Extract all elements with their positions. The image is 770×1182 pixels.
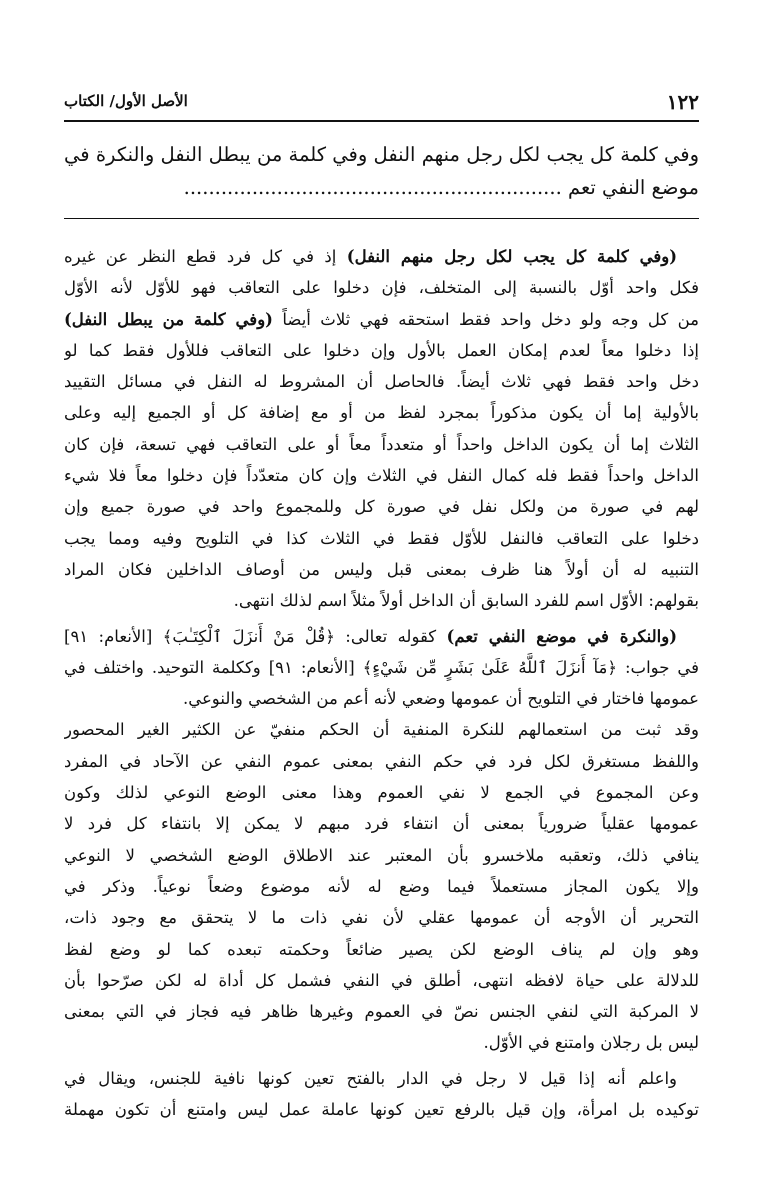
page-number: ١٢٢ <box>666 90 699 114</box>
running-title: الأصل الأول/ الكتاب <box>64 92 188 110</box>
commentary-line: واللفظ مستغرق لكل فرد في حكم النفي بمعنى عموم النفي عن الآحاد في المفرد <box>64 751 699 771</box>
commentary-line <box>64 621 699 652</box>
book-page <box>64 86 699 1125</box>
commentary-line: توكيده بل امرأة، وإن قيل بالرفع تعين كونها عاملة عمل ليس وامتنع أن تكون مهملة <box>64 1100 699 1120</box>
commentary-line: ليس بل رجلان وامتنع في الأوّل. <box>483 1033 699 1053</box>
main-text-line <box>64 171 699 204</box>
commentary-line: الثلاث إما أن يكون الداخل واحداً أو متعدداً معاً أو على التعاقب فهي تسعة، فإن كان <box>64 434 699 454</box>
commentary <box>64 241 699 1125</box>
commentary-text: من كل وجه ولو دخل واحد فقط استحقه فهي ثلاث أيضاً <box>272 309 699 329</box>
commentary-line: بالأولية إما أن يكون مذكوراً بمجرد لفظ من أو مع إضافة كل أو الجميع إليه وعلى <box>64 403 699 423</box>
commentary-line: لهم في صورة من ولكل نفل في صورة كل وللمجموع واحد في صورة جميع وإن <box>64 497 699 517</box>
commentary-line: التحرير أن الأوجه أن عمومها عقلي لأن نفي ذات ما لا يتحقق مع وجود ذات، <box>64 908 699 928</box>
commentary-line: في جواب: ﴿مَآ أَنزَلَ ٱللَّهُ عَلَىٰ بَشَرٍ مِّن شَيْءٍ﴾ [الأنعام: ٩١] وككلمة التوحيد. واختلف في <box>64 657 699 677</box>
commentary-line: وقد ثبت من استعمالهم للنكرة المنفية أن الحكم منفيّ عن الكثير الغير المحصور <box>64 720 699 740</box>
main-text <box>64 138 699 204</box>
quran-citation: كقوله تعالى: ﴿قُلْ مَنْ أَنزَلَ ٱلْكِتَـٰبَ﴾ [الأنعام: ٩١] <box>64 626 447 646</box>
commentary-line: الداخل واحداً فقط فله كمال النفل في الثلاث وإن كان متعدّداً فإن دخلوا معاً فلا شيء <box>64 466 699 486</box>
commentary-line: وعن المجموع في الجمع لا نفي العموم وهذا معنى الوضع النوعي لذلك وكون <box>64 783 699 803</box>
quoted-lemma: (والنكرة في موضع النفي تعم) <box>446 626 677 646</box>
dotted-leader: ............................................................. <box>183 176 562 199</box>
quoted-lemma: (وفي كلمة كل يجب لكل رجل منهم النفل) <box>346 247 677 266</box>
commentary-text: إذ في كل فرد قطع النظر عن غيره <box>64 247 347 266</box>
commentary-line: لا المركبة التي لنفي الجنس نصّ في العموم وغيرها ظاهر فيه فجاز في التي بمعنى <box>64 1002 699 1022</box>
commentary-paragraph <box>64 621 699 1059</box>
divider-rule <box>64 218 699 219</box>
commentary-line: للدلالة على حياة لافظه انتهى، أطلق في النفي فشمل كل أداة له لكن صرّحوا بأن <box>64 970 699 990</box>
commentary-line: التنبيه له أن أولاً هنا ظرف بمعنى قبل وليس من أوصاف الداخلين فكان المراد <box>64 559 699 579</box>
page-header <box>64 86 699 122</box>
commentary-line <box>64 304 699 335</box>
main-text-line: وفي كلمة كل يجب لكل رجل منهم النفل وفي كلمة من يبطل النفل والنكرة في <box>64 143 699 166</box>
commentary-line: فكل واحد أوّل بالنسبة إلى المتخلف، فإن دخلوا على التعاقب فهو للأوّل لأنه الأوّل <box>64 278 699 298</box>
commentary-line: دخلوا على التعاقب فالنفل للأوّل فقط في الثلاث كذا في التلويح وفيه ومما يجب <box>64 528 699 548</box>
main-text-ending: موضع النفي تعم <box>567 176 699 199</box>
commentary-paragraph <box>64 1063 699 1126</box>
commentary-paragraph <box>64 241 699 617</box>
commentary-line: عمومها عقلياً ضرورياً بمعنى أن انتفاء فرد مبهم لا يمكن إلا بانتفاء كل فرد لا <box>64 814 699 834</box>
commentary-line: واعلم أنه إذا قيل لا رجل في الدار بالفتح تعين كونها نافية للجنس، ويقال في <box>64 1068 677 1088</box>
commentary-line: بقولهم: الأوّل اسم للفرد السابق أن الداخل أولاً مثلاً اسم لذلك انتهى. <box>233 591 699 611</box>
commentary-line: عمومها فاختار في التلويح أن عمومها وضعي لأنه أعم من الشخصي والنوعي. <box>182 689 699 709</box>
commentary-line: وإلا يكون المجاز مستعملاً فيما وضع له لأنه موضوع وضعاً نوعياً. وذكر في <box>64 876 699 896</box>
quoted-lemma: (وفي كلمة من يبطل النفل) <box>64 309 273 329</box>
commentary-line <box>64 241 699 272</box>
commentary-line: ينافي ذلك، وتعقبه ملاخسرو بأن المعتبر عند الاطلاق الوضع الشخصي لا النوعي <box>64 845 699 865</box>
commentary-line: وهو وإن لم يناف الوضع لكن يصير ضائعاً وحكمته تبعده كما لو وضع لفظ <box>64 939 699 959</box>
commentary-line: إذا دخلوا معاً لعدم إمكان العمل بالأول وإن دخلوا على التعاقب فللأول فقط كما لو <box>64 340 699 360</box>
commentary-line: دخل واحد فقط فهي ثلاث أيضاً. فالحاصل أن المشروط له النفل في مسائل التقييد <box>64 372 699 392</box>
